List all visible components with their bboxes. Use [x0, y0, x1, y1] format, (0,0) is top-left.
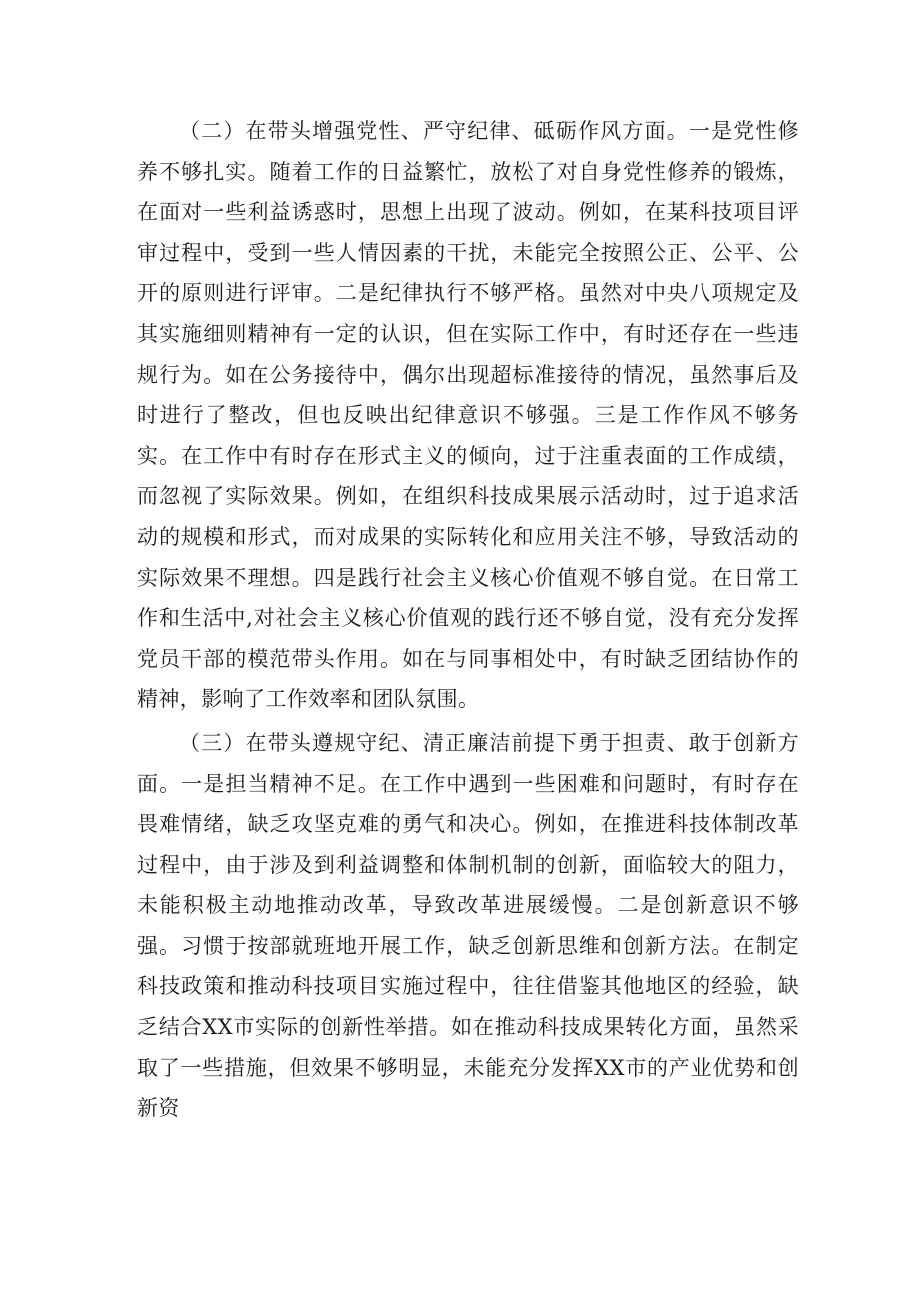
- paragraph-section-3: （三）在带头遵规守纪、清正廉洁前提下勇于担责、敢于创新方面。一是担当精神不足。在工作中遇到一些困难和问题时，有时存在畏难情绪，缺乏攻坚克难的勇气和决心。例如，在推进科技体制改革过程中，由于涉及到利益调整和体制机制的创新，面临较大的阻力，未能积极主动地推动改革，导致改革进展缓慢。二是创新意识不够强。习惯于按部就班地开展工作，缺乏创新思维和创新方法。在制定科技政策和推动科技项目实施过程中，往往借鉴其他地区的经验，缺乏结合XX市实际的创新性举措。如在推动科技成果转化方面，虽然采取了一些措施，但效果不够明显，未能充分发挥XX市的产业优势和创新资: [137, 730, 799, 1121]
- document-body: [137, 111, 799, 1132]
- paragraph-section-2: （二）在带头增强党性、严守纪律、砥砺作风方面。一是党性修养不够扎实。随着工作的日益繁忙，放松了对自身党性修养的锻炼，在面对一些利益诱惑时，思想上出现了波动。例如，在某科技项目评审过程中，受到一些人情因素的干扰，未能完全按照公正、公平、公开的原则进行评审。二是纪律执行不够严格。虽然对中央八项规定及其实施细则精神有一定的认识，但在实际工作中，有时还存在一些违规行为。如在公务接待中，偶尔出现超标准接待的情况，虽然事后及时进行了整改，但也反映出纪律意识不够强。三是工作作风不够务实。在工作中有时存在形式主义的倾向，过于注重表面的工作成绩，而忽视了实际效果。例如，在组织科技成果展示活动时，过于追求活动的规模和形式，而对成果的实际转化和应用关注不够，导致活动的实际效果不理想。四是践行社会主义核心价值观不够自觉。在日常工作和生活中,对社会主义核心价值观的践行还不够自觉，没有充分发挥党员干部的模范带头作用。如在与同事相处中，有时缺乏团结协作的精神，影响了工作效率和团队氛围。: [137, 119, 799, 712]
